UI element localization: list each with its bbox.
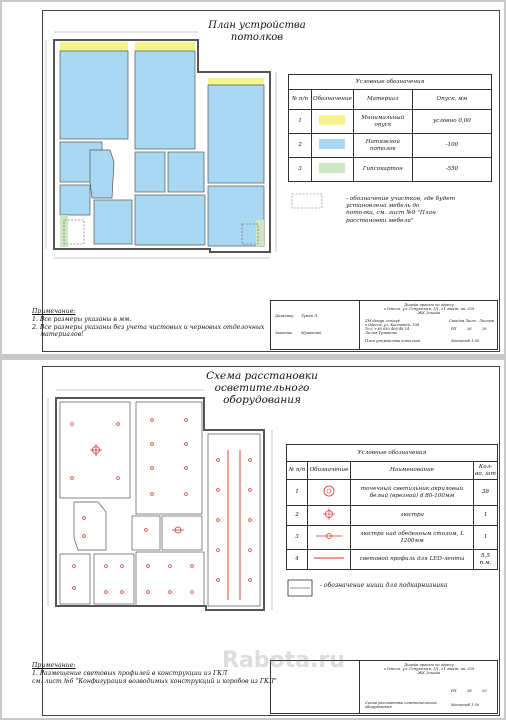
title-block: Дизайн проект по адресу г.Одесса, ул. Генуэзская, 1/1, 21 этаж, кв. 329 ЖК Элиада Схема расстановки осветительного оборудования РП 28 29 Масштаб 1:50	[270, 660, 498, 714]
yellow-zone	[60, 42, 128, 51]
led-profile-symbol	[312, 553, 346, 563]
room-ceiling	[60, 185, 90, 215]
room-ceiling	[60, 51, 128, 139]
notes-block: Примечание: 1. Все размеры указаны в мм. 2. Все размеры указаны без учета чистовых и черновых отделочных материалов!	[32, 308, 265, 339]
notes-block: Примечание: 1. Размещение световых профилей в конструкции из ГКЛ см. лист №6 "Конфигурация возводимых конструкций и коробов из ГКЛ"	[32, 662, 277, 685]
niche-note: - обозначение ниши для подкарнизника	[320, 582, 448, 589]
green-swatch	[319, 163, 345, 173]
spotlight-symbol	[322, 484, 336, 498]
room-ceiling	[135, 152, 165, 192]
furniture-note: - обозначение участков, где будет установлена мебель до потолка, см. лист №9 "План расстановки мебели"	[346, 196, 456, 224]
lighting-legend-table: Условные обозначения № п/п Обозначение Наименование Кол-во, шт 1 точечный светильник акриловый белый (врезной) d 80-100мм 38 2 люстра 1 3 люстра над обеденным столом, L 1200мм 1 4 световой профиль для LED-ленты 5,5 п.м.	[286, 444, 498, 570]
sheet-title: Схема расстановки осветительного оборудования	[206, 370, 318, 407]
chandelier-symbol	[322, 507, 336, 521]
yellow-swatch	[319, 115, 345, 125]
sheet-title: План устройства потолков	[208, 20, 306, 43]
project-info: Дизайн проект по адресу г.Одесса, ул. Генуэзская, 1/1, 21 этаж, кв. 329 ЖК Элиада	[383, 663, 475, 676]
title-block: Дизайнер Туман Л. Заказчик Мукатний Дизайн проект по адресу г.Одесса, ул. Генуэзская, 1/1, 21 этаж, кв. 329 ЖК Элиада ZM design concept г.Одесса, ул. Костанди, 104 Тел: +38 050 408 48 14 Лилия Туманова План устройства потолков Стадия Лист Листов РП 26 29 Масштаб 1:50	[270, 300, 498, 350]
room-ceiling	[168, 152, 204, 192]
yellow-zone	[135, 42, 195, 51]
project-info: Дизайн проект по адресу г.Одесса, ул. Генуэзская, 1/1, 21 этаж, кв. 329 ЖК Элиада	[383, 303, 475, 316]
yellow-zone	[208, 78, 264, 85]
watermark: Rabota.ru	[222, 648, 345, 673]
dining-chandelier-symbol	[314, 530, 344, 542]
furniture-legend-sample	[292, 194, 322, 208]
room-ceiling	[90, 150, 114, 198]
room-ceiling	[135, 51, 195, 149]
blue-swatch	[319, 139, 345, 149]
company-info: ZM design concept г.Одесса, ул. Костанди, 104 Тел: +38 050 408 48 14 Лилия Туманова	[365, 319, 420, 336]
room-ceiling	[208, 85, 264, 183]
room-ceiling	[208, 186, 264, 246]
room-ceiling	[135, 195, 205, 245]
room-ceiling	[94, 200, 132, 244]
ceiling-legend-table: Условные обозначения № п/п Обозначение Материал Опуск, мм 1 Минимальный опуск условно 0,00 2 Натяжной потолок -100 3 Гипсокартон -550	[288, 74, 492, 182]
ceiling-plan-sheet	[2, 2, 504, 354]
